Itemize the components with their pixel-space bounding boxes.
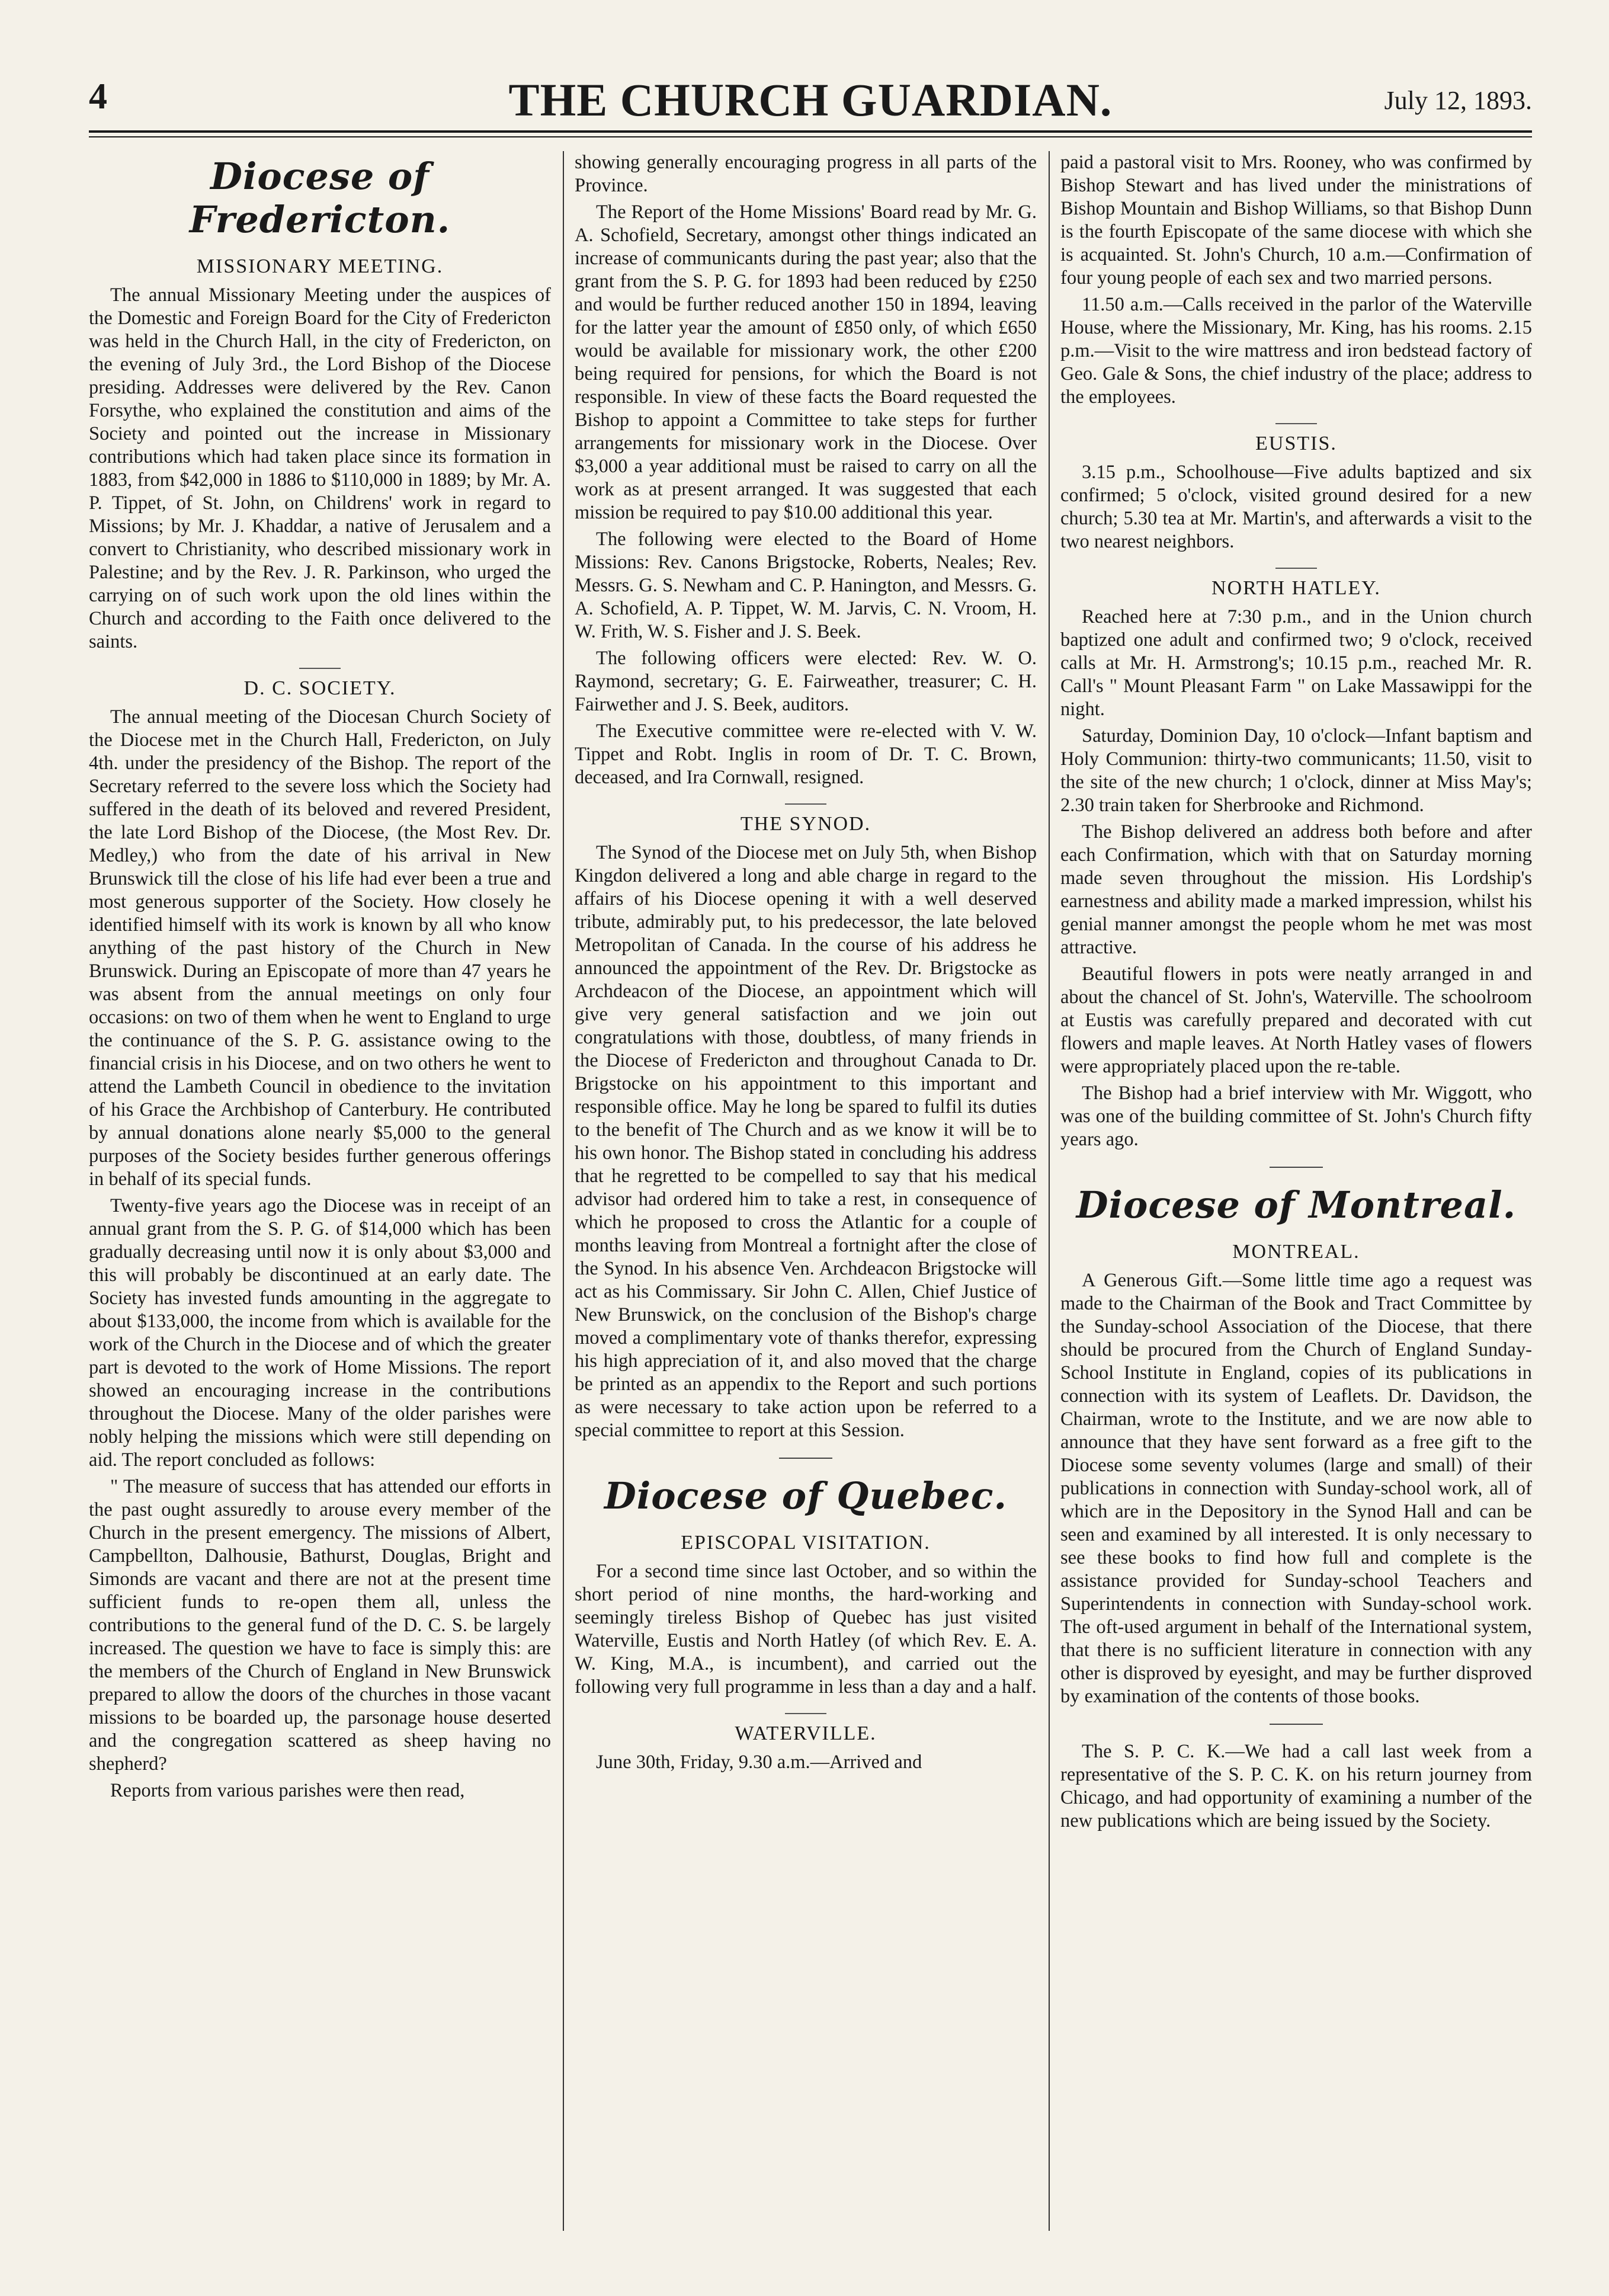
article-paragraph: The Synod of the Diocese met on July 5th, when Bishop Kingdon delivered a long and able charge in regard to the affairs of his Diocese opening it with a well deserved tribute, admirably put, to his predecessor, the late beloved Metropolitan of Canada. In the course of his address he announced the appointment of the Rev. Dr. Brigstocke as Archdeacon of the Diocese, an appointment which will give very general satisfaction and we join out congratulations with those, doubtless, of many friends in the Diocese of Fredericton and throughout Canada to Dr. Brigstocke on his appointment to this important and responsible office. May he long be spared to fulfil its duties to the benefit of The Church and as we know it will be to his own honor. The Bishop stated in concluding his address that he regretted to be compelled to say that his medical advisor had ordered him to take a rest, in consequence of which he proposed to cross the Atlantic for a couple of months leaving from Montreal a fortnight after the close of the Synod. In his absence Ven. Archdeacon Brigstocke will act as his Commissary. Sir John C. Allen, Chief Justice of New Brunswick, on the conclusion of the Bishop's charge moved a complimentary vote of thanks therefor, expressing his high appreciation of it, and also moved that the charge be printed as an appendix to the Report and such portions as were necessary to take action upon be referred to a special committee to report at this Session.: [575, 842, 1037, 1441]
section-title-missionary-meeting: MISSIONARY MEETING.: [196, 255, 444, 277]
article-paragraph: The Bishop had a brief interview with Mr. Wiggott, who was one of the building committee of St. John's Church fifty years ago.: [1060, 1083, 1532, 1150]
article-paragraph: The annual meeting of the Diocesan Church Society of the Diocese met in the Church Hall, Fredericton, on July 4th. under the presidency of the Bishop. The report of the Secretary referred to the severe loss which the Society had suffered in the death of its beloved and revered President, the late Lord Bishop of the Diocese, (the Most Rev. Dr. Medley,) who from the date of his arrival in New Brunswick till the close of his life had ever been a true and most generous supporter of the Society. How closely he identified himself with its work is known by all who know anything of the past history of the Church in New Brunswick. During an Episcopate of more than 47 years he was absent from the annual meetings on only four occasions: on two of them when he went to England to urge the continuance of the S. P. G. assistance owing to the financial crisis in his Diocese, and on two others he went to attend the Lambeth Council in obedience to the invitation of his Grace the Archbishop of Canterbury. He contributed by annual donations alone nearly $5,000 to the general purposes of the Society besides further generous offerings in behalf of its special funds.: [89, 706, 551, 1190]
article-paragraph: The Bishop delivered an address both before and after each Confirmation, which with that on Saturday morning made seven throughout the mission. His Lordship's earnestness and ability made a marked impression, whilst his genial manner amongst the people whom he met was most attractive.: [1060, 821, 1532, 958]
article-paragraph: The S. P. C. K.—We had a call last week from a representative of the S. P. C. K. on his return journey from Chicago, and had opportunity of examining a number of the new publications which are being issued by the Society.: [1060, 1741, 1532, 1831]
section-title-dc-society: D. C. SOCIETY.: [89, 668, 551, 700]
column-divider: [1049, 151, 1050, 2231]
diocese-heading-montreal: Diocese of Montreal.: [1076, 1183, 1517, 1227]
masthead-rule-thin: [89, 136, 1532, 137]
article-paragraph: The following officers were elected: Rev. W. O. Raymond, secretary; G. E. Fairweather, treasurer; C. H. Fairwether and J. S. Beek, auditors.: [575, 648, 1037, 715]
article-paragraph: 11.50 a.m.—Calls received in the parlor of the Waterville House, where the Missionary, Mr. King, has his rooms. 2.15 p.m.—Visit to the wire mattress and iron bedstead factory of Geo. Gale & Sons, the chief industry of the place; address to the employees.: [1060, 294, 1532, 408]
article-paragraph: The following were elected to the Board of Home Missions: Rev. Canons Brigstocke, Roberts, Neales; Rev. Messrs. G. S. Newham and C. P. Hanington, and Messrs. G. A. Schofield, A. P. Tippet, W. M. Jarvis, C. N. Vroom, H. W. Frith, W. S. Fisher and J. S. Beek.: [575, 529, 1037, 642]
article-paragraph: 3.15 p.m., Schoolhouse—Five adults baptized and six confirmed; 5 o'clock, visited ground desired for a new church; 5.30 tea at Mr. Martin's, and afterwards a visit to the two nearest neighbors.: [1060, 462, 1532, 552]
column-1: [89, 151, 551, 2231]
section-title-north-hatley: NORTH HATLEY.: [1060, 568, 1532, 600]
newspaper-title: THE CHURCH GUARDIAN.: [508, 74, 1113, 126]
article-paragraph: showing generally encouraging progress in all parts of the Province.: [575, 152, 1037, 196]
article-paragraph: paid a pastoral visit to Mrs. Rooney, who was confirmed by Bishop Stewart and has lived under the ministrations of Bishop Mountain and Bishop Williams, so that Bishop Dunn is the fourth Episcopate of the same diocese with which she is acquainted. St. John's Church, 10 a.m.—Confirmation of four young people of each sex and two married persons.: [1060, 152, 1532, 289]
article-paragraph: Beautiful flowers in pots were neatly arranged in and about the chancel of St. John's, Waterville. The schoolroom at Eustis was carefully prepared and decorated with cut flowers and maple leaves. At North Hatley vases of flowers were appropriately placed upon the re-table.: [1060, 963, 1532, 1077]
issue-date: July 12, 1893.: [1384, 86, 1532, 115]
article-paragraph: The Report of the Home Missions' Board read by Mr. G. A. Schofield, Secretary, amongst other things indicated an increase of communicants during the past year; also that the grant from the S. P. G. for 1893 had been reduced by £250 and would be further reduced another 150 in 1894, leaving for the latter year the amount of £850 only, of which £650 would be available for missionary work, the other £200 being required for pensions, for which the Board is not responsible. In view of these facts the Board requested the Bishop to appoint a Committee to take steps for further arrangements for missionary work in the Diocese. Over $3,000 a year additional must be raised to carry on all the work as at present arranged. It was suggested that each mission be required to pay $10.00 additional this year.: [575, 201, 1037, 523]
section-title-episcopal-visitation: EPISCOPAL VISITATION.: [681, 1532, 931, 1554]
section-title-montreal: MONTREAL.: [1232, 1241, 1360, 1263]
page-number: 4: [89, 76, 107, 117]
masthead-rule: [89, 130, 1532, 133]
article-paragraph: A Generous Gift.—Some little time ago a request was made to the Chairman of the Book and Tract Committee by the Sunday-school Association of the Diocese, that there should be procured from the Church of England Sunday-School Institute in England, copies of its publications in connection with its system of Leaflets. Dr. Davidson, the Chairman, wrote to the Institute, and we are now able to announce that they have sent forward as a free gift to the Diocese some seventy volumes (large and small) of their publications in connection with Sunday-school work, all of which are in the Depository in the Synod Hall and can be seen and examined by all interested. It is only necessary to see these books to find how full and complete is the assistance provided for Sunday-school Teachers and Superintendents in connection with Sunday-school work. The oft-used argument in behalf of the International system, that there is no sufficient literature in connection with any other is disproved by eyesight, and may be further disproved by examination of the contents of those books.: [1060, 1270, 1532, 1707]
column-3: [1060, 151, 1532, 2231]
article-paragraph: Reached here at 7:30 p.m., and in the Union church baptized one adult and confirmed two; 9 o'clock, received calls at Mr. H. Armstrong's; 10.15 p.m., reached Mr. R. Call's " Mount Pleasant Farm " on Lake Massawippi for the night.: [1060, 606, 1532, 720]
article-paragraph: June 30th, Friday, 9.30 a.m.—Arrived and: [596, 1751, 922, 1773]
article-paragraph: Saturday, Dominion Day, 10 o'clock—Infant baptism and Holy Communion: thirty-two communicants; 11.50, visit to the site of the new church; 1 o'clock, dinner at Miss May's; 2.30 train taken for Sherbrooke and Richmond.: [1060, 725, 1532, 816]
article-paragraph: The annual Missionary Meeting under the auspices of the Domestic and Foreign Board for the City of Fredericton was held in the Church Hall, in the city of Fredericton, on the evening of July 3rd., the Lord Bishop of the Diocese presiding. Addresses were delivered by the Rev. Canon Forsythe, who explained the constitution and aims of the Society and pointed out the increase in Missionary contributions which had taken place since its formation in 1883, from $42,000 in 1886 to $110,000 in 1889; by Mr. A. P. Tippet, of St. John, on Childrens' work in regard to Missions; by Mr. J. Khaddar, a native of Jerusalem and a convert to Christianity, who described missionary work in Palestine; and by the Rev. J. R. Parkinson, who urged the carrying on of such work upon the old lines within the Church and according to the Faith once delivered to the saints.: [89, 284, 551, 652]
article-paragraph: For a second time since last October, and so within the short period of nine months, the hard-working and seemingly tireless Bishop of Quebec has just visited Waterville, Eustis and North Hatley (of which Rev. E. A. W. King, M.A., is incumbent), and carried out the following very full programme in less than a day and a half.: [575, 1561, 1037, 1698]
section-title-eustis: EUSTIS.: [1060, 423, 1532, 455]
article-paragraph: Twenty-five years ago the Diocese was in receipt of an annual grant from the S. P. G. of $14,000 which has been gradually decreasing until now it is only about $3,000 and this will probably be discontinued at an early date. The Society has invested funds amounting in the aggregate to about $133,000, the income from which is available for the work of the Church in the Diocese and of which the greater part is devoted to the work of Home Missions. The report showed an encouraging increase in the contributions throughout the Diocese. Many of the older parishes were nobly helping the missions which were still depending on aid. The report concluded as follows:: [89, 1195, 551, 1471]
article-paragraph: The Executive committee were re-elected with V. W. Tippet and Robt. Inglis in room of Dr. T. C. Brown, deceased, and Ira Cornwall, resigned.: [575, 720, 1037, 788]
masthead: [89, 70, 1532, 135]
diocese-heading-fredericton: Diocese of Fredericton.: [189, 155, 451, 241]
column-divider: [563, 151, 564, 2231]
section-divider: [779, 1458, 832, 1459]
diocese-heading-quebec: Diocese of Quebec.: [604, 1474, 1008, 1517]
article-quote: " The measure of success that has attended our efforts in the past ought assuredly to arouse every member of the Church in the present emergency. The missions of Albert, Campbellton, Dalhousie, Bathurst, Douglas, Bright and Simonds are vacant and there are not at the present time sufficient funds to re-open them all, unless the contributions to the general fund of the D. C. S. be largely increased. The question we have to face is simply this: are the members of the Church of England in New Brunswick prepared to allow the doors of the churches in those vacant missions to be boarded up, the parsonage house deserted and the congregation scattered as sheep having no shepherd?: [89, 1476, 551, 1775]
column-2: [575, 151, 1037, 2231]
section-divider: [1270, 1167, 1323, 1168]
section-title-waterville: WATERVILLE.: [575, 1713, 1037, 1745]
section-title-synod: THE SYNOD.: [575, 803, 1037, 835]
article-paragraph: Reports from various parishes were then read,: [110, 1780, 465, 1801]
section-divider: [1270, 1724, 1323, 1725]
